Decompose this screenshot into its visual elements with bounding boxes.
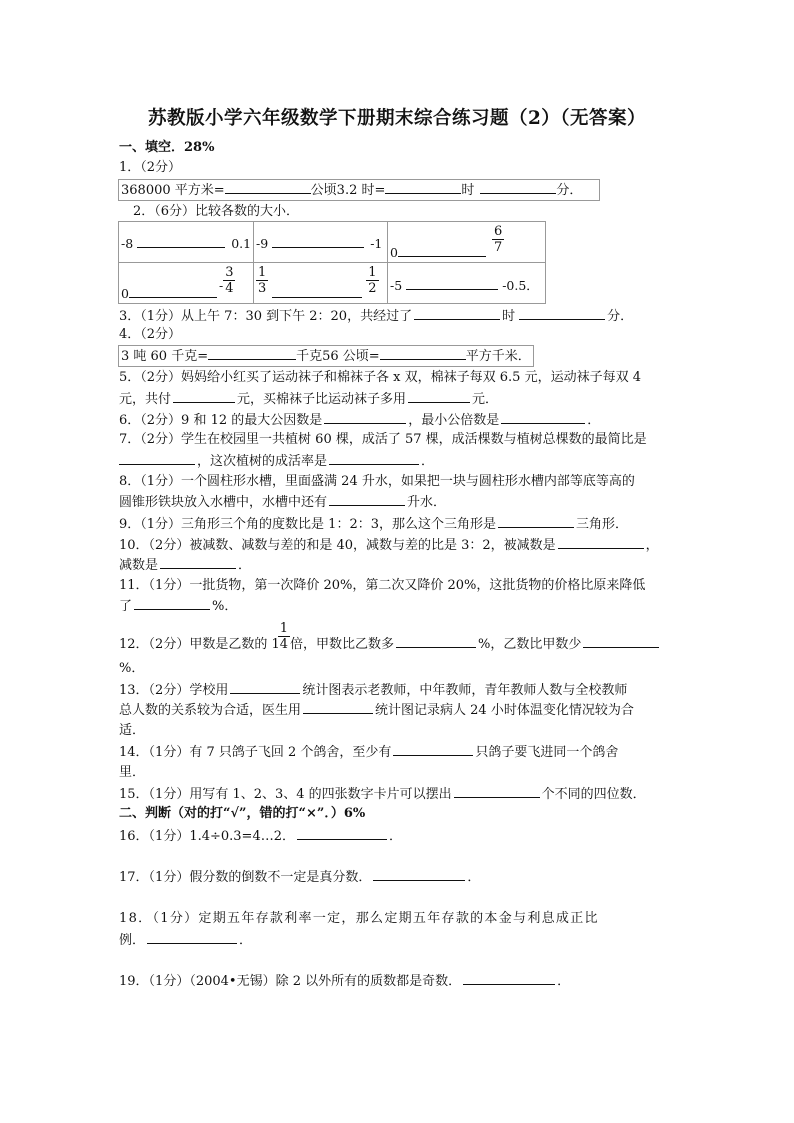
answer-blank[interactable] bbox=[134, 597, 210, 610]
answer-blank[interactable] bbox=[230, 681, 300, 694]
answer-blank[interactable] bbox=[558, 536, 644, 549]
q3-line: 3．（1分）从上午 7：30 到下午 2：20，共经过了 时 分． bbox=[119, 309, 634, 324]
compare-cell: -5 -0.5． bbox=[388, 263, 546, 304]
q12-line2: %． bbox=[119, 661, 145, 676]
answer-blank[interactable] bbox=[454, 785, 540, 798]
answer-blank[interactable] bbox=[398, 244, 486, 257]
fraction: $\frac{1}{2}$ bbox=[368, 265, 377, 296]
q13-line2: 总人数的关系较为合适，医生用 统计图记录病人 24 小时体温变化情况较为合 bbox=[119, 703, 634, 718]
answer-blank[interactable] bbox=[173, 390, 235, 403]
answer-blank[interactable] bbox=[303, 701, 373, 714]
q13-line3: 适． bbox=[119, 723, 146, 738]
compare-cell: -9 -1 bbox=[254, 222, 388, 263]
answer-blank[interactable] bbox=[208, 347, 296, 360]
compare-cell: 0- $\frac{3}{4}$ bbox=[119, 263, 254, 304]
q7-line1: 7．（2分）学生在校园里一共植树 60 棵，成活了 57 棵，成活棵数与植树总棵数的最简比是 bbox=[119, 432, 647, 447]
answer-blank[interactable] bbox=[272, 285, 362, 298]
fraction: $\frac{1}{3}$ bbox=[258, 265, 267, 296]
answer-blank[interactable] bbox=[225, 181, 311, 194]
q17-line: 17．（1分）假分数的倒数不一定是真分数． ． bbox=[119, 870, 481, 885]
q15-line: 15．（1分）用写有 1、2、3、4 的四张数字卡片可以摆出 个不同的四位数． bbox=[119, 787, 646, 802]
q10-line1: 10．（2分）被减数、减数与差的和是 40，减数与差的比是 3：2，被减数是 ， bbox=[119, 538, 659, 553]
answer-blank[interactable] bbox=[396, 635, 476, 648]
page-title: 苏教版小学六年级数学下册期末综合练习题（2）（无答案） bbox=[147, 108, 647, 129]
q11-line2: 了 %． bbox=[119, 599, 238, 614]
answer-blank[interactable] bbox=[329, 452, 419, 465]
q2-heading: 2．（6分）比较各数的大小． bbox=[133, 204, 300, 219]
answer-blank[interactable] bbox=[373, 868, 465, 881]
compare-cell: 0 $\frac{6}{7}$ bbox=[388, 222, 546, 263]
answer-blank[interactable] bbox=[137, 235, 225, 248]
q5-line2: 元，共付 元，买棉袜子比运动袜子多用 元． bbox=[119, 392, 499, 407]
q5-line1: 5．（2分）妈妈给小红买了运动袜子和棉袜子各 x 双，棉袜子每双 6.5 元，运动袜子每双 4 bbox=[119, 370, 641, 385]
answer-blank[interactable] bbox=[385, 181, 461, 194]
answer-blank[interactable] bbox=[408, 390, 470, 403]
q18-line2: 例． ． bbox=[119, 933, 253, 948]
answer-blank[interactable] bbox=[393, 743, 473, 756]
q18-line1: 18．（1分）定期五年存款利率一定，那么定期五年存款的本金与利息成正比 bbox=[119, 911, 599, 926]
answer-blank[interactable] bbox=[519, 307, 605, 320]
answer-blank[interactable] bbox=[463, 972, 555, 985]
answer-blank[interactable] bbox=[414, 307, 500, 320]
answer-blank[interactable] bbox=[160, 556, 236, 569]
fraction: $\frac{6}{7}$ bbox=[493, 224, 503, 255]
compare-cell bbox=[254, 263, 388, 304]
answer-blank[interactable] bbox=[380, 347, 466, 360]
answer-blank[interactable] bbox=[406, 277, 498, 290]
q4-heading: 4．（2分） bbox=[119, 327, 182, 342]
q16-line: 16．（1分）1.4÷0.3=4…2． ． bbox=[119, 829, 403, 844]
answer-blank[interactable] bbox=[329, 493, 405, 506]
compare-cell: -8 0.1 bbox=[119, 222, 254, 263]
q1-line: 368000 平方米= 公顷3.2 时= 时 分． bbox=[121, 183, 583, 198]
q12-line: 12．（2分）甲数是乙数的 1 $\frac{1}{4}$ 倍，甲数比乙数多 %，乙数比甲数少 bbox=[119, 621, 679, 654]
answer-blank[interactable] bbox=[119, 452, 195, 465]
answer-blank[interactable] bbox=[129, 285, 217, 298]
section-heading-judge: 二、判断（对的打“√”，错的打“×”．）6% bbox=[119, 806, 366, 821]
section-heading-fill: 一、填空．28% bbox=[119, 140, 215, 155]
q19-line: 19．（1分）（2004•无锡）除 2 以外所有的质数都是奇数． ． bbox=[119, 974, 571, 989]
q8-line2: 圆锥形铁块放入水槽中，水槽中还有 升水． bbox=[119, 495, 447, 510]
q14-line1: 14．（1分）有 7 只鸽子飞回 2 个鸽舍，至少有 只鸽子要飞进同一个鸽舍 bbox=[119, 745, 619, 760]
q13-line1: 13．（2分）学校用 统计图表示老教师，中年教师，青年教师人数与全校教师 bbox=[119, 683, 628, 698]
q10-line2: 减数是 ． bbox=[119, 558, 252, 573]
q7-line2: ，这次植树的成活率是 ． bbox=[119, 452, 679, 471]
fraction: $\frac{1}{4}$ bbox=[279, 621, 288, 652]
q4-line: 3 吨 60 千克= 千克56 公顷= 平方千米． bbox=[121, 349, 531, 364]
q8-line1: 8．（1分）一个圆柱形水槽，里面盛满 24 升水，如果把一块与圆柱形水槽内部等底等高的 bbox=[119, 474, 635, 489]
answer-blank[interactable] bbox=[272, 235, 364, 248]
answer-blank[interactable] bbox=[480, 181, 556, 194]
fraction: $\frac{3}{4}$ bbox=[225, 265, 234, 296]
answer-blank[interactable] bbox=[147, 931, 237, 944]
q6-line: 6．（2分）9 和 12 的最大公因数是 ，最小公倍数是 ． bbox=[119, 413, 601, 428]
answer-blank[interactable] bbox=[501, 411, 585, 424]
answer-blank[interactable] bbox=[498, 515, 574, 528]
answer-blank[interactable] bbox=[583, 635, 659, 648]
q9-line: 9．（1分）三角形三个角的度数比是 1：2：3，那么这个三角形是 三角形． bbox=[119, 517, 629, 532]
compare-table bbox=[118, 221, 546, 304]
answer-blank[interactable] bbox=[297, 827, 387, 840]
q14-line2: 里． bbox=[119, 765, 146, 780]
q11-line1: 11．（1分）一批货物，第一次降价 20%，第二次又降价 20%，这批货物的价格比原来降低 bbox=[119, 578, 646, 593]
answer-blank[interactable] bbox=[324, 411, 406, 424]
q1-heading: 1．（2分） bbox=[119, 160, 182, 175]
